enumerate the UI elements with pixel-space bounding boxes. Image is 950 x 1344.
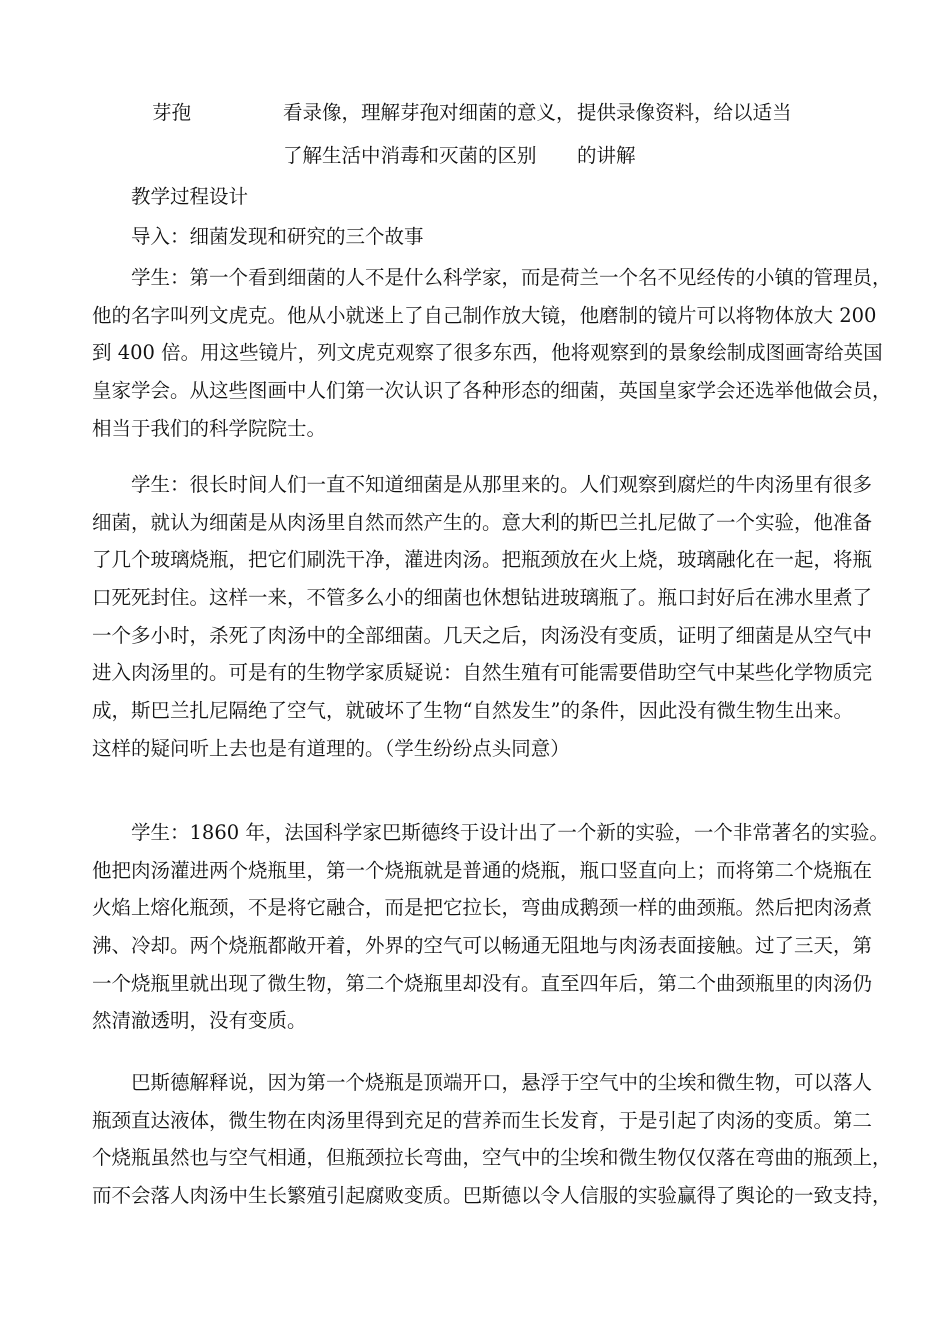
paragraph-line: 进入肉汤里的。可是有的生物学家质疑说：自然生殖有可能需要借助空气中某些化学物质完: [92, 661, 873, 685]
paragraph-line: 了几个玻璃烧瓶，把它们刷洗干净，灌进肉汤。把瓶颈放在火上烧，玻璃融化在一起，将瓶: [92, 548, 873, 572]
section-heading: 教学过程设计: [131, 185, 249, 208]
story-paragraph-2: [92, 466, 878, 768]
table-cell-topic: 芽孢: [152, 101, 192, 124]
paragraph-line: 巴斯德解释说，因为第一个烧瓶是顶端开口，悬浮于空气中的尘埃和微生物，可以落人: [131, 1071, 873, 1094]
paragraph-line: 而不会落人肉汤中生长繁殖引起腐败变质。巴斯德以令人信服的实验赢得了舆论的一致支持，: [92, 1184, 892, 1208]
table-cell-activity-1: 看录像，理解芽孢对细菌的意义，: [283, 101, 576, 124]
paragraph-line: 个烧瓶虽然也与空气相通，但瓶颈拉长弯曲，空气中的尘埃和微生物仅仅落在弯曲的瓶颈上，: [92, 1146, 892, 1170]
paragraph-line: 一个烧瓶里就出现了微生物，第二个烧瓶里却没有。直至四年后，第二个曲颈瓶里的肉汤仍: [92, 971, 873, 995]
paragraph-line: 到 400 倍。用这些镜片，列文虎克观察了很多东西，他将观察到的景象绘制成图画寄给英国: [92, 341, 883, 365]
story-paragraph-3: [92, 814, 889, 1040]
paragraph-line: 他的名字叫列文虎克。他从小就迷上了自己制作放大镜，他磨制的镜片可以将物体放大 200: [92, 303, 877, 327]
table-cell-method-1: 提供录像资料，给以适当: [577, 101, 792, 124]
story-paragraph-4: [92, 1064, 892, 1215]
paragraph-line: 然清澈透明，没有变质。: [92, 1009, 307, 1033]
paragraph-line: 口死死封住。这样一来，不管多么小的细菌也休想钻进玻璃瓶了。瓶口封好后在沸水里煮了: [92, 586, 873, 610]
paragraph-line: 成，斯巴兰扎尼隔绝了空气，就破坏了生物“自然发生”的条件，因此没有微生物生出来。: [92, 699, 853, 723]
paragraph-line: 瓶颈直达液体，微生物在肉汤里得到充足的营养而生长发育，于是引起了肉汤的变质。第二: [92, 1108, 873, 1132]
paragraph-line: 学生：1860 年，法国科学家巴斯德终于设计出了一个新的实验，一个非常著名的实验。: [131, 821, 889, 844]
paragraph-line: 这样的疑问听上去也是有道理的。（学生纷纷点头同意）: [92, 736, 570, 760]
story-paragraph-1: [92, 259, 892, 447]
paragraph-line: 学生：第一个看到细菌的人不是什么科学家，而是荷兰一个名不见经传的小镇的管理员，: [131, 266, 892, 289]
paragraph-line: 一个多小时，杀死了肉汤中的全部细菌。几天之后，肉汤没有变质，证明了细菌是从空气中: [92, 623, 873, 647]
paragraph-line: 沸、冷却。两个烧瓶都敞开着，外界的空气可以畅通无阻地与肉汤表面接触。过了三天，第: [92, 934, 873, 958]
table-cell-method-2: 的讲解: [577, 144, 636, 167]
paragraph-line: 他把肉汤灌进两个烧瓶里，第一个烧瓶就是普通的烧瓶，瓶口竖直向上；而将第二个烧瓶在: [92, 858, 873, 882]
paragraph-line: 相当于我们的科学院院士。: [92, 416, 327, 440]
paragraph-line: 学生：很长时间人们一直不知道细菌是从那里来的。人们观察到腐烂的牛肉汤里有很多: [131, 473, 873, 496]
table-cell-activity-2: 了解生活中消毒和灭菌的区别: [283, 144, 537, 167]
paragraph-line: 火焰上熔化瓶颈，不是将它融合，而是把它拉长，弯曲成鹅颈一样的曲颈瓶。然后把肉汤煮: [92, 896, 873, 920]
paragraph-line: 细菌，就认为细菌是从肉汤里自然而然产生的。意大利的斯巴兰扎尼做了一个实验，他准备: [92, 510, 873, 534]
intro-heading: 导入：细菌发现和研究的三个故事: [131, 225, 424, 248]
paragraph-line: 皇家学会。从这些图画中人们第一次认识了各种形态的细菌，英国皇家学会还选举他做会员，: [92, 379, 892, 403]
